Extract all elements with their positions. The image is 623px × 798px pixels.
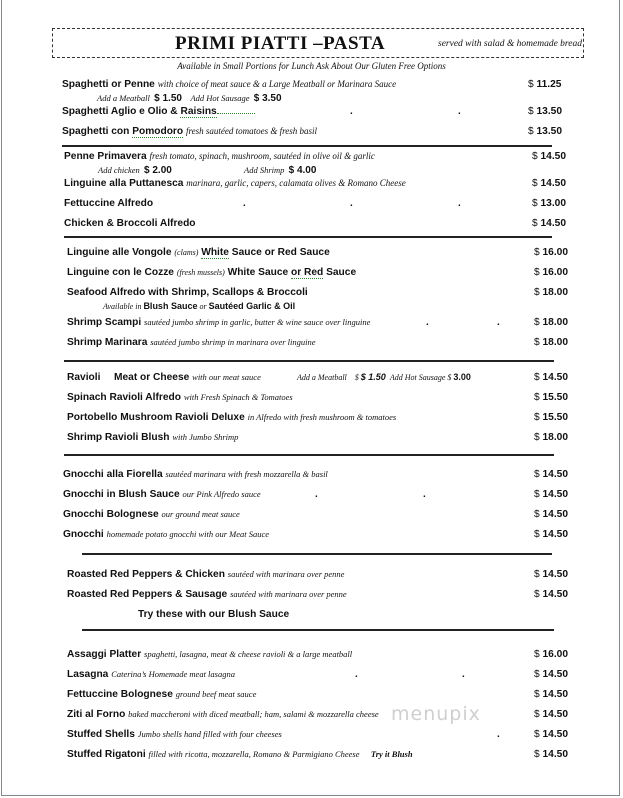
blush-note: Try these with our Blush Sauce xyxy=(138,609,290,620)
currency-sign: $ xyxy=(534,689,540,700)
item-name-flagged: Pomodoro xyxy=(132,126,184,137)
addon-price: $ 4.00 xyxy=(288,165,317,176)
menu-item: Linguine con le Cozze (fresh mussels) White Sauce or Red Sauce $ 16.00 xyxy=(67,267,569,278)
item-price: $ 14.50 xyxy=(534,689,569,700)
item-desc: fresh tomato, spinach, mushroom, sautéed in olive oil & garlic xyxy=(149,151,375,161)
menu-item xyxy=(0,529,623,545)
menu-item xyxy=(0,569,623,585)
item-name: Gnocchi in Blush Sauce xyxy=(63,489,180,500)
item-name: Ziti al Forno xyxy=(67,709,126,720)
currency-sign: $ xyxy=(534,432,540,443)
currency-sign: $ xyxy=(532,218,538,229)
item-name: Gnocchi Bolognese xyxy=(63,509,159,520)
item-name: Roasted Red Peppers & Sausage xyxy=(67,589,228,600)
addon-price: $ 2.00 xyxy=(144,165,172,176)
item-price: $ 14.50 xyxy=(534,749,569,760)
item-price: $ 11.25 xyxy=(528,79,562,90)
currency-sign: $ xyxy=(528,79,534,90)
item-desc: with our meat sauce xyxy=(192,372,261,382)
item-price: $ 14.50 xyxy=(532,218,567,229)
addon-price: $ 1.50 xyxy=(154,93,182,104)
item-name: Fettuccine Alfredo xyxy=(64,198,154,209)
menu-item xyxy=(0,589,623,605)
addon-price: $ 1.50 xyxy=(360,372,386,382)
addon-label: Add Hot Sausage $ xyxy=(389,373,452,382)
item-desc: with Jumbo Shrimp xyxy=(172,432,239,442)
item-name: Linguine con le Cozze xyxy=(67,267,174,278)
item-name: Shrimp Marinara xyxy=(67,337,148,348)
menu-item xyxy=(0,649,623,665)
item-name: Fettuccine Bolognese xyxy=(67,689,173,700)
menu-item xyxy=(0,469,623,485)
addon-price: 3.00 xyxy=(453,372,471,382)
menu-item: Fettuccine Alfredo . . . $ 13.00 xyxy=(64,198,567,209)
item-desc: sautéed marinara with fresh mozzarella & basil xyxy=(165,469,328,479)
menu-item: Ravioli Meat or Cheese with our meat sauce Add a Meatball $ $ 1.50 Add Hot Sausage $ 3.00 $ 14.50 xyxy=(67,372,569,383)
item-desc: Caterina’s Homemade meat lasagna xyxy=(111,669,235,679)
item-name: Spaghetti or Penne xyxy=(62,79,155,90)
item-name: Stuffed Shells xyxy=(67,729,135,740)
item-desc: sautéed with marinara over penne xyxy=(227,569,345,579)
section-divider xyxy=(82,629,554,631)
item-name: Stuffed Rigatoni xyxy=(67,749,146,760)
addon-label: Add a Meatball xyxy=(97,93,150,103)
item-desc: marinara, garlic, capers, calamata olives & Romano Cheese xyxy=(186,178,406,188)
addon-row: Available in Blush Sauce or Sautéed Garlic & Oil xyxy=(103,301,296,311)
item-price: $ 18.00 xyxy=(534,317,569,328)
item-price: $ 15.50 xyxy=(534,412,569,423)
item-desc: our ground meat sauce xyxy=(161,509,240,519)
menu-item xyxy=(0,126,623,142)
item-desc: sautéed with marinara over penne xyxy=(230,589,347,599)
currency-sign: $ xyxy=(532,198,538,209)
item-desc: baked maccheroni with diced meatball; ham, salami & mozzarella cheese xyxy=(128,709,379,719)
item-name: Gnocchi alla Fiorella xyxy=(63,469,163,480)
currency-sign: $ xyxy=(534,709,540,720)
item-price: $ 14.50 xyxy=(534,709,569,720)
item-desc: fresh sautéed tomatoes & fresh basil xyxy=(185,126,318,136)
currency-sign: $ xyxy=(534,469,540,480)
item-name: Portobello Mushroom Ravioli Deluxe xyxy=(67,412,245,423)
item-name: Ravioli xyxy=(67,372,101,383)
section-divider xyxy=(82,553,552,555)
item-desc: (clams) xyxy=(174,248,199,257)
menu-item: Linguine alle Vongole (clams) White Sauce or Red Sauce $ 16.00 xyxy=(67,247,569,258)
item-price: $ 14.50 xyxy=(534,509,569,520)
currency-sign: $ xyxy=(534,287,540,298)
item-name: Roasted Red Peppers & Chicken xyxy=(67,569,225,580)
item-name: Shrimp Scampi xyxy=(67,317,142,328)
addon-label: Add Shrimp xyxy=(244,165,285,175)
currency-sign: $ xyxy=(534,317,540,328)
item-price: $ 18.00 xyxy=(534,337,569,348)
item-price: $ 18.00 xyxy=(534,287,569,298)
currency-sign: $ xyxy=(532,178,538,189)
item-desc: sautéed jumbo shrimp in garlic, butter & wine sauce over linguine xyxy=(144,317,371,327)
item-name: Meat or Cheese xyxy=(114,372,190,383)
item-desc: with choice of meat sauce & a Large Meatball or Marinara Sauce xyxy=(157,79,397,89)
item-price: $ 14.50 xyxy=(532,151,567,162)
item-name: Spaghetti con xyxy=(62,126,133,137)
item-desc: our Pink Alfredo sauce xyxy=(182,489,261,499)
item-desc: spaghetti, lasagna, meat & cheese ravioli & a large meatball xyxy=(144,649,353,659)
addon-price: $ 3.50 xyxy=(253,93,282,104)
menu-item: Spaghetti Aglio e Olio & Raisins . . $ 13.50 xyxy=(62,106,563,117)
section-divider xyxy=(64,236,552,238)
title-subtitle: served with salad & homemade bread xyxy=(438,39,582,49)
item-name: Chicken & Broccoli Alfredo xyxy=(64,218,196,229)
watermark-logo: menupix xyxy=(391,703,481,725)
item-price: $ 13.00 xyxy=(532,198,567,209)
item-price: $ 14.50 xyxy=(534,529,569,540)
menu-item xyxy=(0,178,623,194)
item-price: $ 15.50 xyxy=(534,392,569,403)
item-price: $ 16.00 xyxy=(534,247,569,258)
section-divider xyxy=(64,454,554,456)
item-price: $ 14.50 xyxy=(534,729,569,740)
currency-sign: $ xyxy=(534,412,540,423)
currency-sign: $ xyxy=(534,529,540,540)
item-name: Spaghetti Aglio e Olio & xyxy=(62,106,181,117)
section-divider xyxy=(64,360,554,362)
item-price: $ 14.50 xyxy=(534,489,569,500)
item-price: $ 13.50 xyxy=(528,126,563,137)
page-title: PRIMI PIATTI –PASTA xyxy=(175,33,386,54)
menu-item: Stuffed Shells Jumbo shells hand filled with four cheeses . $ 14.50 xyxy=(67,729,569,740)
item-price: $ 14.50 xyxy=(534,372,569,383)
menu-item: Gnocchi in Blush Sauce our Pink Alfredo sauce . . $ 14.50 xyxy=(63,489,569,500)
currency-sign: $ xyxy=(534,509,540,520)
menu-item xyxy=(0,749,623,765)
item-desc: sautéed jumbo shrimp in marinara over linguine xyxy=(150,337,316,347)
menu-item xyxy=(0,689,623,705)
item-desc: Jumbo shells hand filled with four cheeses xyxy=(137,729,282,739)
menu-item xyxy=(0,412,623,428)
item-price: $ 13.50 xyxy=(528,106,563,117)
item-price: $ 14.50 xyxy=(534,469,569,480)
item-desc: homemade potato gnocchi with our Meat Sauce xyxy=(106,529,270,539)
currency-sign: $ xyxy=(534,589,540,600)
currency-sign: $ xyxy=(534,729,540,740)
currency-sign: $ xyxy=(534,489,540,500)
item-name: Spinach Ravioli Alfredo xyxy=(67,392,181,403)
addon-label: Add chicken xyxy=(98,165,140,175)
item-price: $ 18.00 xyxy=(534,432,569,443)
currency-sign: $ xyxy=(534,247,540,258)
item-name: Seafood Alfredo with Shrimp, Scallops & Broccoli xyxy=(67,287,308,298)
addon-label: Add a Meatball xyxy=(297,373,347,382)
item-name: Linguine alle Vongole xyxy=(67,247,172,258)
item-price: $ 14.50 xyxy=(534,669,569,680)
currency-sign: $ xyxy=(534,569,540,580)
addon-label: Add Hot Sausage xyxy=(190,93,250,103)
item-name: Lasagna xyxy=(67,669,109,680)
currency-sign: $ xyxy=(534,749,540,760)
item-price: $ 14.50 xyxy=(532,178,567,189)
item-desc: with Fresh Spinach & Tomatoes xyxy=(183,392,293,402)
item-name: Gnocchi xyxy=(63,529,104,540)
menu-item xyxy=(0,509,623,525)
currency-sign: $ xyxy=(534,669,540,680)
item-price: $ 14.50 xyxy=(534,569,569,580)
item-desc: filled with ricotta, mozzarella, Romano & Parmigiano Cheese xyxy=(148,749,360,759)
currency-sign: $ xyxy=(528,126,534,137)
item-note: Try it Blush xyxy=(370,749,413,759)
currency-sign: $ xyxy=(534,267,540,278)
menu-item xyxy=(0,709,623,725)
menu-item: Lasagna Caterina’s Homemade meat lasagna . . $ 14.50 xyxy=(67,669,569,680)
section-divider xyxy=(62,145,552,147)
title-box xyxy=(52,28,584,58)
item-name: Assaggi Platter xyxy=(67,649,142,660)
availability-note: Available in Small Portions for Lunch Ask About Our Gluten Free Options xyxy=(177,61,446,71)
item-price: $ 14.50 xyxy=(534,589,569,600)
menu-item: Shrimp Scampi sautéed jumbo shrimp in garlic, butter & wine sauce over linguine . . $ 18.00 xyxy=(67,317,569,328)
item-name: Linguine alla Puttanesca xyxy=(64,178,184,189)
currency-sign: $ xyxy=(534,649,540,660)
item-price: $ 16.00 xyxy=(534,267,569,278)
item-desc: (fresh mussels) xyxy=(176,268,225,277)
item-name: Penne Primavera xyxy=(64,151,147,162)
currency-sign: $ xyxy=(534,337,540,348)
item-name-flagged: Raisins xyxy=(180,106,217,117)
item-price: $ 16.00 xyxy=(534,649,569,660)
currency-sign: $ xyxy=(534,392,540,403)
menu-item xyxy=(0,392,623,408)
item-desc: in Alfredo with fresh mushroom & tomatoes xyxy=(247,412,397,422)
menu-item xyxy=(0,432,623,448)
currency-sign: $ xyxy=(534,372,540,383)
currency-sign: $ xyxy=(528,106,534,117)
menu-item xyxy=(0,218,623,234)
item-name: Shrimp Ravioli Blush xyxy=(67,432,170,443)
currency-sign: $ xyxy=(532,151,538,162)
item-desc: ground beef meat sauce xyxy=(175,689,257,699)
menu-item xyxy=(0,337,623,353)
